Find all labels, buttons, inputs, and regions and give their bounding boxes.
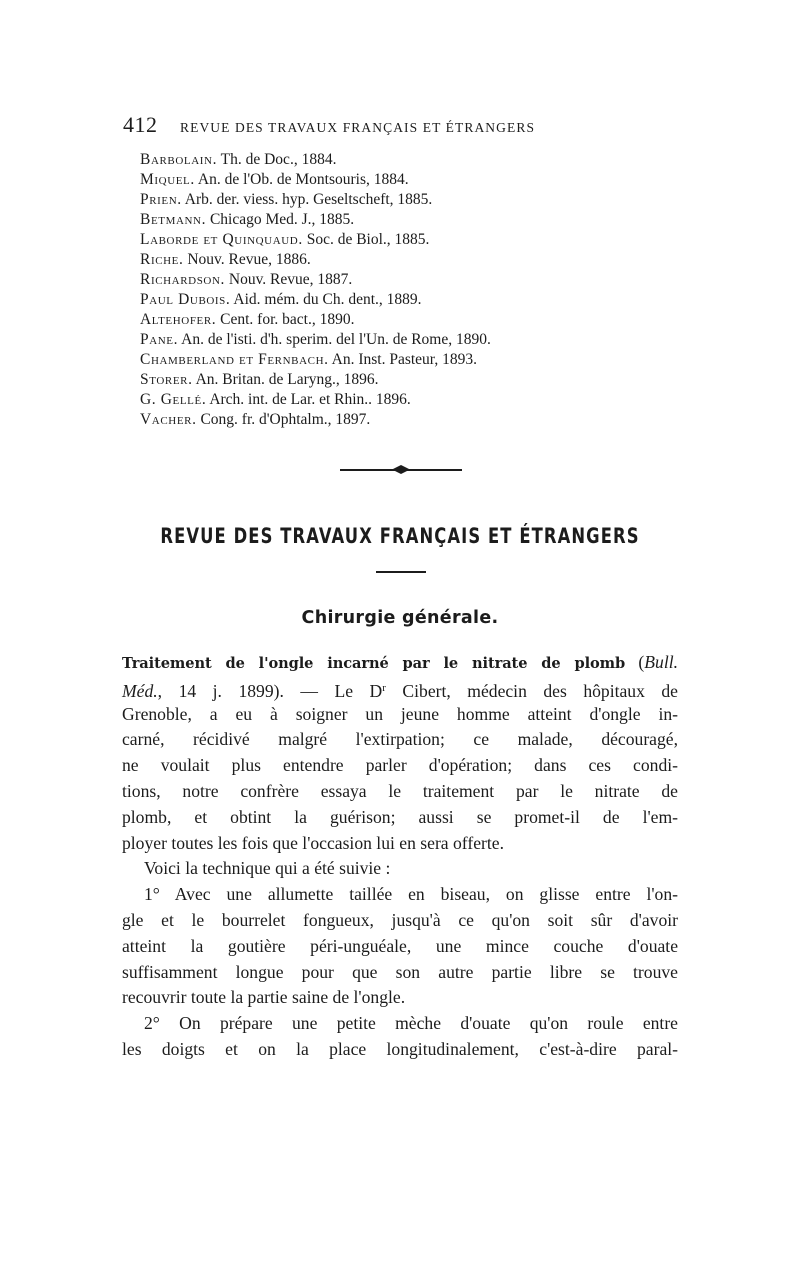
text-line: gle et le bourrelet fongueux, jusqu'à ce qu'on soit sûr d'avoir <box>122 909 678 930</box>
page-number: 412 <box>123 112 158 137</box>
reference-author: Laborde et Quinquaud. <box>140 231 303 248</box>
reference-source: Cent. for. bact., 1890. <box>216 311 355 328</box>
reference-source: Nouv. Revue, 1886. <box>183 251 311 268</box>
reference-source: Arb. der. viess. hyp. Geseltscheft, 1885. <box>181 191 433 208</box>
reference-author: Chamberland et Fernbach. <box>140 351 329 368</box>
reference-item <box>140 170 700 190</box>
running-head <box>123 112 683 142</box>
text-line: tions, notre confrère essaya le traitement par le nitrate de <box>122 780 678 801</box>
reference-source: An. Britan. de Laryng., 1896. <box>192 371 379 388</box>
reference-source: Arch. int. de Lar. et Rhin.. 1896. <box>206 391 411 408</box>
reference-author: Altehofer. <box>140 311 217 328</box>
reference-author: Miquel. <box>140 171 195 188</box>
reference-author: Storer. <box>140 371 193 388</box>
article-source-journal: Bull. <box>644 652 678 672</box>
article-body <box>122 650 678 1063</box>
reference-list <box>140 150 700 430</box>
text-line: les doigts et on la place longitudinalement, c'est-à-dire paral- <box>122 1038 678 1059</box>
divider-bar <box>340 469 396 471</box>
text-line: 1° Avec une allumette taillée en biseau, on glisse entre l'on- <box>144 884 678 905</box>
article-source-journal-cont: Méd. <box>122 680 158 701</box>
section-rule <box>376 571 426 573</box>
text-line: atteint la goutière péri-unguéale, une mince couche d'ouate <box>122 935 678 956</box>
section-title: REVUE DES TRAVAUX FRANÇAIS ET ÉTRANGERS <box>160 524 640 548</box>
reference-source: An. Inst. Pasteur, 1893. <box>328 351 477 368</box>
reference-author: Prien. <box>140 191 182 208</box>
reference-item <box>140 290 700 310</box>
reference-source: Cong. fr. d'Ophtalm., 1897. <box>196 411 371 428</box>
running-title: REVUE DES TRAVAUX FRANÇAIS ET ÉTRANGERS <box>180 120 536 135</box>
text-line <box>122 676 678 702</box>
reference-item <box>140 210 700 230</box>
reference-source: Nouv. Revue, 1887. <box>225 271 353 288</box>
text-line: ployer toutes les fois que l'occasion lui en sera offerte. <box>122 832 504 853</box>
subsection-title: Chirurgie générale. <box>301 608 499 628</box>
text-line: 2° On prépare une petite mèche d'ouate qu'on roule entre <box>144 1013 678 1034</box>
reference-author: Vacher. <box>140 411 197 428</box>
article-source-open: ( <box>625 652 645 672</box>
reference-item <box>140 150 700 170</box>
text-line: recouvrir toute la partie saine de l'ongle. <box>122 987 406 1008</box>
reference-source: Chicago Med. J., 1885. <box>206 211 355 228</box>
ornamental-divider <box>340 462 462 478</box>
reference-source: Th. de Doc., 1884. <box>217 151 337 168</box>
text-line: Grenoble, a eu à soigner un jeune homme atteint d'ongle in- <box>122 703 678 724</box>
reference-item <box>140 230 700 250</box>
reference-source: An. de l'Ob. de Montsouris, 1884. <box>194 171 409 188</box>
reference-item <box>140 390 700 410</box>
reference-item <box>140 350 700 370</box>
text-line: carné, récidivé malgré l'extirpation; ce malade, découragé, <box>122 729 678 750</box>
text-line: plomb, et obtint la guérison; aussi se promet-il de l'em- <box>122 806 678 827</box>
reference-author: Barbolain. <box>140 151 218 168</box>
text-line: ne voulait plus entendre parler d'opération; dans ces condi- <box>122 755 678 776</box>
reference-author: G. Gellé. <box>140 391 207 408</box>
article-source-date: , 14 j. 1899). — Le D <box>157 680 383 701</box>
divider-bar <box>406 469 462 471</box>
article-line-tail: Cibert, médecin des hôpitaux de <box>385 680 678 701</box>
article-title: Traitement de l'ongle incarné par le nitrate de plomb <box>122 655 626 672</box>
reference-author: Betmann. <box>140 211 207 228</box>
reference-item <box>140 190 700 210</box>
reference-source: Soc. de Biol., 1885. <box>302 231 430 248</box>
reference-item <box>140 410 700 430</box>
reference-item <box>140 250 700 270</box>
doctor-superscript: r <box>382 681 386 694</box>
reference-item <box>140 370 700 390</box>
reference-item <box>140 310 700 330</box>
text-line: suffisamment longue pour que son autre partie libre se trouve <box>122 961 678 982</box>
reference-item <box>140 330 700 350</box>
reference-author: Riche. <box>140 251 184 268</box>
reference-source: Aid. mém. du Ch. dent., 1889. <box>230 291 422 308</box>
reference-author: Richardson. <box>140 271 225 288</box>
reference-item <box>140 270 700 290</box>
text-line <box>122 650 678 676</box>
reference-source: An. de l'isti. d'h. sperim. del l'Un. de Rome, 1890. <box>178 331 491 348</box>
reference-author: Paul Dubois. <box>140 291 231 308</box>
technique-intro: Voici la technique qui a été suivie : <box>144 858 391 879</box>
reference-author: Pane. <box>140 331 179 348</box>
